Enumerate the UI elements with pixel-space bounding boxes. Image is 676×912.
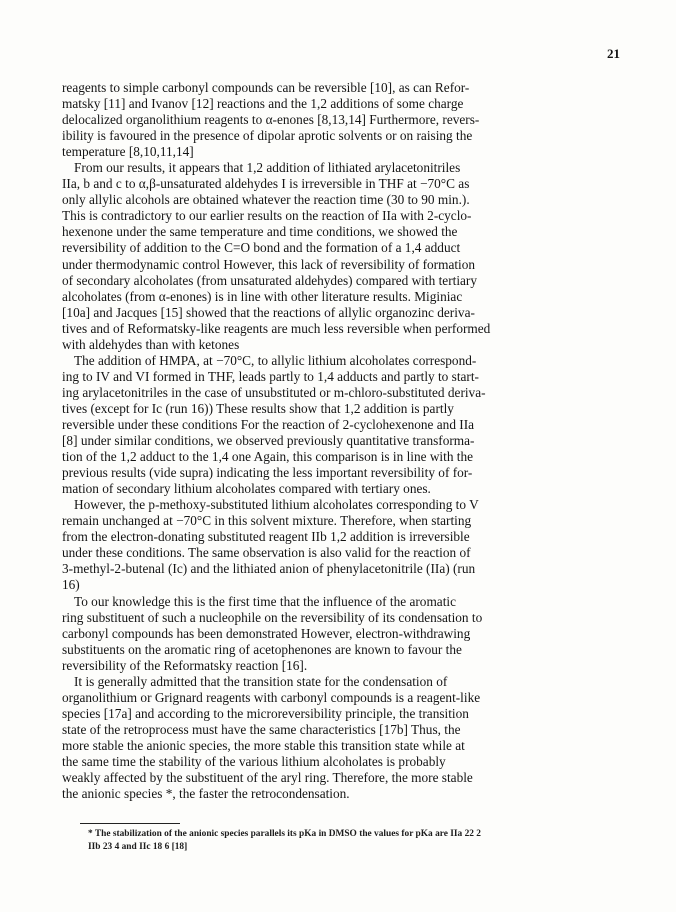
text-line: of secondary alcoholates (from unsaturated aldehydes) compared with tertiary [62,272,477,288]
text-line: 16) [62,577,80,593]
text-line: the anionic species *, the faster the retrocondensation. [62,786,350,802]
footnote-line: * The stabilization of the anionic species parallels its pKa in DMSO the values for pKa are IIa 22 2 [88,829,481,839]
paragraph-4 [62,497,620,593]
text-line: reversibility of the Reformatsky reaction [16]. [62,657,308,673]
text-line: The addition of HMPA, at −70°C, to allylic lithium alcoholates correspond- [74,352,477,368]
paragraph-6 [62,674,620,802]
text-line: previous results (vide supra) indicating the less important reversibility of for- [62,465,473,481]
body-text [62,80,620,802]
footnote-line: IIb 23 4 and IIc 18 6 [18] [88,842,188,852]
text-line: IIa, b and c to α,β-unsaturated aldehydes I is irreversible in THF at −70°C as [62,176,470,192]
text-line: matsky [11] and Ivanov [12] reactions and the 1,2 additions of some charge [62,96,464,112]
text-line: delocalized organolithium reagents to α-enones [8,13,14] Furthermore, revers- [62,112,480,128]
text-line: organolithium or Grignard reagents with carbonyl compounds is a reagent-like [62,689,481,705]
text-line: ibility is favoured in the presence of dipolar aprotic solvents or on raising the [62,128,473,144]
footnote [88,828,618,854]
text-line: reversibility of addition to the C=O bond and the formation of a 1,4 adduct [62,240,461,256]
text-line: species [17a] and according to the microreversibility principle, the transition [62,705,469,721]
text-line: ring substituent of such a nucleophile on the reversibility of its condensation to [62,609,483,625]
text-line: substituents on the aromatic ring of acetophenones are known to favour the [62,641,462,657]
text-line: tion of the 1,2 adduct to the 1,4 one Again, this comparison is in line with the [62,449,474,465]
text-line: tives (except for Ic (run 16)) These results show that 1,2 addition is partly [62,400,454,416]
text-line: with aldehydes than with ketones [62,336,240,352]
paragraph-1 [62,80,620,160]
text-line: [8] under similar conditions, we observed previously quantitative transforma- [62,433,475,449]
paragraph-3 [62,353,620,497]
text-line: From our results, it appears that 1,2 addition of lithiated arylacetonitriles [74,160,461,176]
text-line: under these conditions. The same observation is also valid for the reaction of [62,545,471,561]
text-line: However, the p-methoxy-substituted lithium alcoholates corresponding to V [74,497,479,513]
text-line: under thermodynamic control However, this lack of reversibility of formation [62,256,476,272]
text-line: ing to IV and VI formed in THF, leads partly to 1,4 adducts and partly to start- [62,368,479,384]
text-line: tives and of Reformatsky-like reagents are much less reversible when performed [62,320,491,336]
page-number: 21 [607,46,620,61]
text-line: 3-methyl-2-butenal (Ic) and the lithiated anion of phenylacetonitrile (IIa) (run [62,561,476,577]
text-line: weakly affected by the substituent of the aryl ring. Therefore, the more stable [62,770,473,786]
paragraph-5 [62,594,620,674]
text-line: This is contradictory to our earlier results on the reaction of IIa with 2-cyclo- [62,208,472,224]
text-line: ing arylacetonitriles in the case of unsubstituted or m-chloro-substituted deriva- [62,384,486,400]
text-line: only allylic alcohols are obtained whatever the reaction time (30 to 90 min.). [62,192,470,208]
text-line: hexenone under the same temperature and time conditions, we showed the [62,224,458,240]
text-line: from the electron-donating substituted reagent IIb 1,2 addition is irreversible [62,529,470,545]
paragraph-2 [62,160,620,353]
text-line: the same time the stability of the various lithium alcoholates is probably [62,753,446,769]
text-line: more stable the anionic species, the more stable this transition state while at [62,737,465,753]
text-line: carbonyl compounds has been demonstrated However, electron-withdrawing [62,625,471,641]
text-line: mation of secondary lithium alcoholates compared with tertiary ones. [62,481,431,497]
text-line: temperature [8,10,11,14] [62,144,194,160]
text-line: It is generally admitted that the transition state for the condensation of [74,673,448,689]
text-line: reversible under these conditions For the reaction of 2-cyclohexenone and IIa [62,416,475,432]
text-line: [10a] and Jacques [15] showed that the reactions of allylic organozinc deriva- [62,304,475,320]
text-line: remain unchanged at −70°C in this solvent mixture. Therefore, when starting [62,513,472,529]
text-line: To our knowledge this is the first time that the influence of the aromatic [74,593,456,609]
text-line: reagents to simple carbonyl compounds can be reversible [10], as can Refor- [62,80,470,95]
text-line: state of the retroprocess must have the same characteristics [17b] Thus, the [62,721,461,737]
text-line: alcoholates (from α-enones) is in line with other literature results. Miginiac [62,288,463,304]
footnote-divider [80,823,180,824]
